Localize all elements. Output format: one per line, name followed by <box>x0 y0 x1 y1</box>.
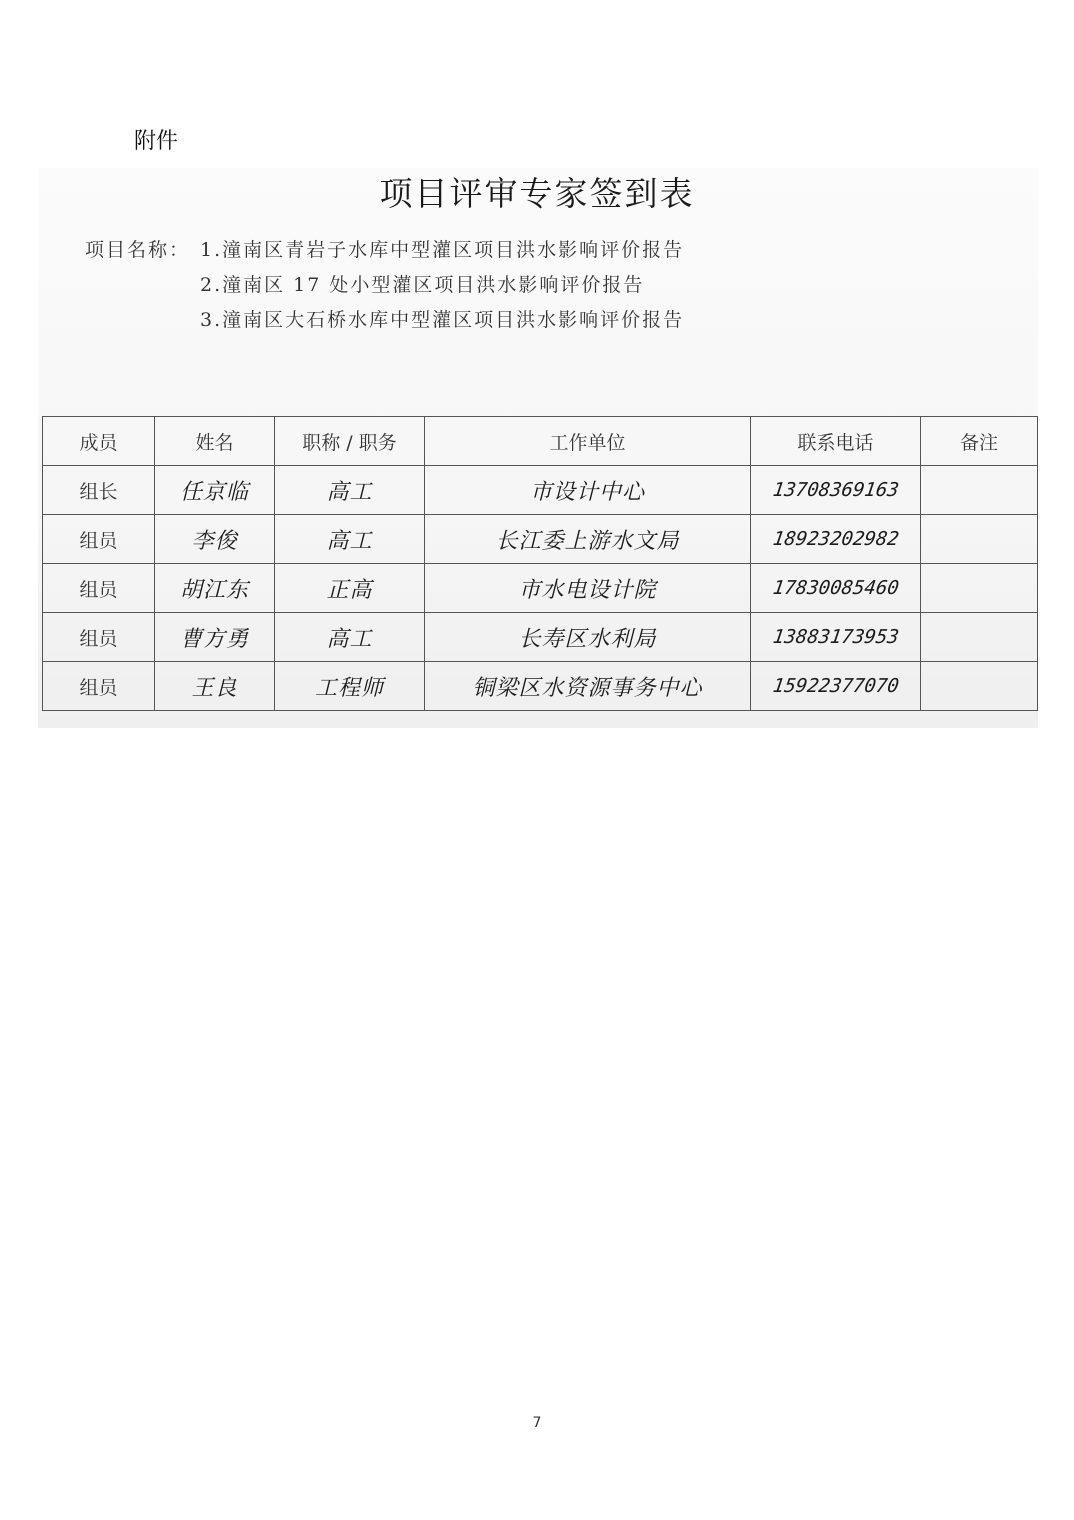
header-member: 成员 <box>43 417 155 466</box>
cell-name-signature: 曹方勇 <box>155 613 275 662</box>
page-number: 7 <box>532 1415 542 1431</box>
cell-title: 高工 <box>275 515 425 564</box>
header-title: 职称 / 职务 <box>275 417 425 466</box>
header-note: 备注 <box>921 417 1038 466</box>
cell-note <box>921 662 1038 711</box>
cell-role: 组员 <box>43 613 155 662</box>
cell-title: 高工 <box>275 613 425 662</box>
cell-title: 工程师 <box>275 662 425 711</box>
cell-note <box>921 613 1038 662</box>
cell-note <box>921 466 1038 515</box>
cell-phone <box>751 564 921 613</box>
cell-unit: 市水电设计院 <box>425 564 751 613</box>
phone-text: 18923202982 <box>771 528 900 550</box>
project-name-label: 项目名称： <box>85 239 191 261</box>
cell-name-signature: 胡江东 <box>155 564 275 613</box>
cell-phone <box>751 515 921 564</box>
cell-unit: 市设计中心 <box>425 466 751 515</box>
cell-unit: 铜梁区水资源事务中心 <box>425 662 751 711</box>
project-item-1: 1.潼南区青岩子水库中型灌区项目洪水影响评价报告 <box>200 239 685 261</box>
sign-in-table <box>42 416 1038 711</box>
phone-text: 13883173953 <box>771 626 900 648</box>
phone-text: 17830085460 <box>771 577 900 599</box>
project-item-3: 3.潼南区大石桥水库中型灌区项目洪水影响评价报告 <box>200 309 685 331</box>
phone-text: 13708369163 <box>771 479 900 501</box>
cell-name-signature: 王良 <box>155 662 275 711</box>
table-row <box>43 515 1038 564</box>
cell-name-signature: 任京临 <box>155 466 275 515</box>
phone-text: 15922377070 <box>771 675 900 697</box>
table-row <box>43 564 1038 613</box>
header-unit: 工作单位 <box>425 417 751 466</box>
cell-phone <box>751 613 921 662</box>
cell-role: 组员 <box>43 662 155 711</box>
table-row <box>43 466 1038 515</box>
table-row <box>43 662 1038 711</box>
cell-role: 组员 <box>43 564 155 613</box>
cell-phone <box>751 466 921 515</box>
cell-unit: 长寿区水利局 <box>425 613 751 662</box>
cell-role: 组员 <box>43 515 155 564</box>
cell-unit: 长江委上游水文局 <box>425 515 751 564</box>
cell-phone <box>751 662 921 711</box>
cell-note <box>921 564 1038 613</box>
cell-title: 正高 <box>275 564 425 613</box>
cell-title: 高工 <box>275 466 425 515</box>
page-title: 项目评审专家签到表 <box>379 174 695 213</box>
table-header-row <box>43 417 1038 466</box>
project-item-2: 2.潼南区 17 处小型灌区项目洪水影响评价报告 <box>200 274 645 296</box>
cell-role: 组长 <box>43 466 155 515</box>
cell-name-signature: 李俊 <box>155 515 275 564</box>
table-row <box>43 613 1038 662</box>
cell-note <box>921 515 1038 564</box>
attachment-label: 附件 <box>134 129 179 154</box>
header-phone: 联系电话 <box>751 417 921 466</box>
header-name: 姓名 <box>155 417 275 466</box>
